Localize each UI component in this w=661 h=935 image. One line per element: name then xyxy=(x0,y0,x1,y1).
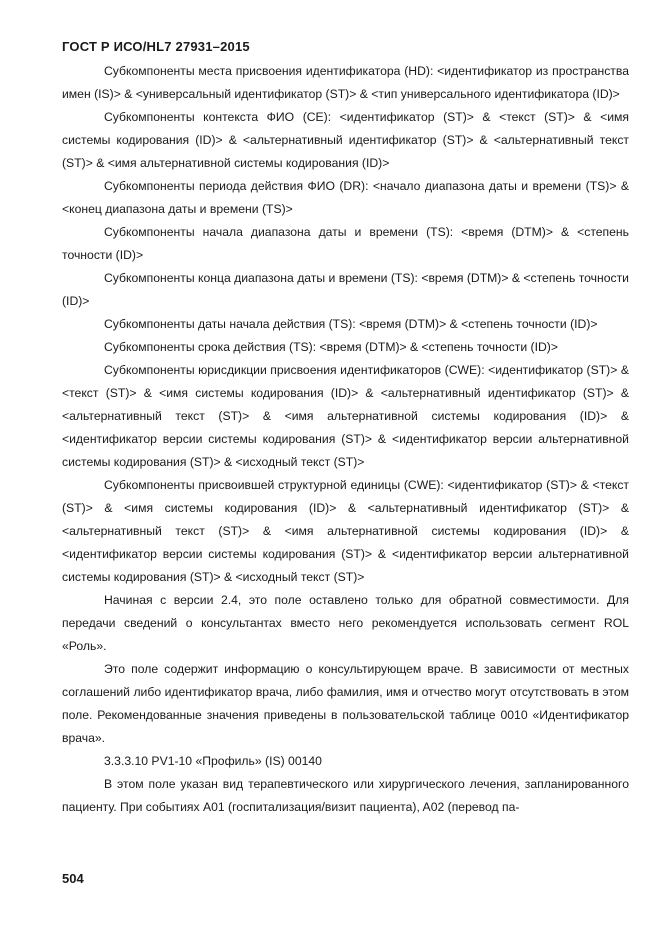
paragraph-effective-date-subcomponents: Субкомпоненты даты начала действия (TS): <время (DTM)> & <степень точности (ID)> xyxy=(104,317,598,331)
document-body xyxy=(62,60,629,819)
paragraph-ts-end-subcomponents: Субкомпоненты конца диапазона даты и времени (TS): <время (DTM)> & <степень точности (ID)> xyxy=(62,271,629,308)
paragraph-field-description: Это поле содержит информацию о консультирующем враче. В зависимости от местных соглашений либо идентификатор врача, либо фамилия, имя и отчество могут отсутствовать в этом поле. Рекомендованные значения приведены в пользовательской таблице 0010 «Идентификатор врача». xyxy=(62,662,629,745)
paragraph-ce-subcomponents: Субкомпоненты контекста ФИО (CE): <идентификатор (ST)> & <текст (ST)> & <имя системы кодирования (ID)> & <альтернативный идентификатор (ST)> & <альтернативный текст (ST)> & <имя альтернативной системы кодирования (ID)> xyxy=(62,110,629,170)
paragraph-assigning-unit-subcomponents: Субкомпоненты присвоившей структурной единицы (CWE): <идентификатор (ST)> & <текст (ST)> & <имя системы кодирования (ID)> & <альтернативный идентификатор (ST)> & <альтернативный текст (ST)> & <имя альтернативной системы кодирования (ID)> & <идентификатор версии системы кодирования (ST)> & <идентификатор версии альтернативной системы кодирования (ST)> & <исходный текст (ST)> xyxy=(62,478,629,584)
page-number: 504 xyxy=(62,871,84,886)
paragraph-ts-start-subcomponents: Субкомпоненты начала диапазона даты и времени (TS): <время (DTM)> & <степень точности (ID)> xyxy=(62,225,629,262)
paragraph-compatibility-note: Начиная с версии 2.4, это поле оставлено только для обратной совместимости. Для передачи сведений о консультантах вместо него рекомендуется использовать сегмент ROL «Роль». xyxy=(62,593,629,653)
section-heading: 3.3.3.10 PV1-10 «Профиль» (IS) 00140 xyxy=(104,754,322,768)
paragraph-hd-subcomponents: Субкомпоненты места присвоения идентификатора (HD): <идентификатор из пространства имен (IS)> & <универсальный идентификатор (ST)> & <тип универсального идентификатора (ID)> xyxy=(62,64,629,101)
paragraph-dr-subcomponents: Субкомпоненты периода действия ФИО (DR): <начало диапазона даты и времени (TS)> & <конец диапазона даты и времени (TS)> xyxy=(62,179,629,216)
paragraph-profile-description: В этом поле указан вид терапевтического или хирургического лечения, запланированного пациенту. При событиях A01 (госпитализация/визит пациента), A02 (перевод па- xyxy=(62,777,629,814)
standard-header: ГОСТ Р ИСО/HL7 27931–2015 xyxy=(62,39,250,54)
paragraph-expiration-subcomponents: Субкомпоненты срока действия (TS): <время (DTM)> & <степень точности (ID)> xyxy=(104,340,558,354)
paragraph-jurisdiction-subcomponents: Субкомпоненты юрисдикции присвоения идентификаторов (CWE): <идентификатор (ST)> & <текст (ST)> & <имя системы кодирования (ID)> & <альтернативный идентификатор (ST)> & <альтернативный текст (ST)> & <имя альтернативной системы кодирования (ID)> & <идентификатор версии системы кодирования (ST)> & <идентификатор версии альтернативной системы кодирования (ST)> & <исходный текст (ST)> xyxy=(62,363,629,469)
